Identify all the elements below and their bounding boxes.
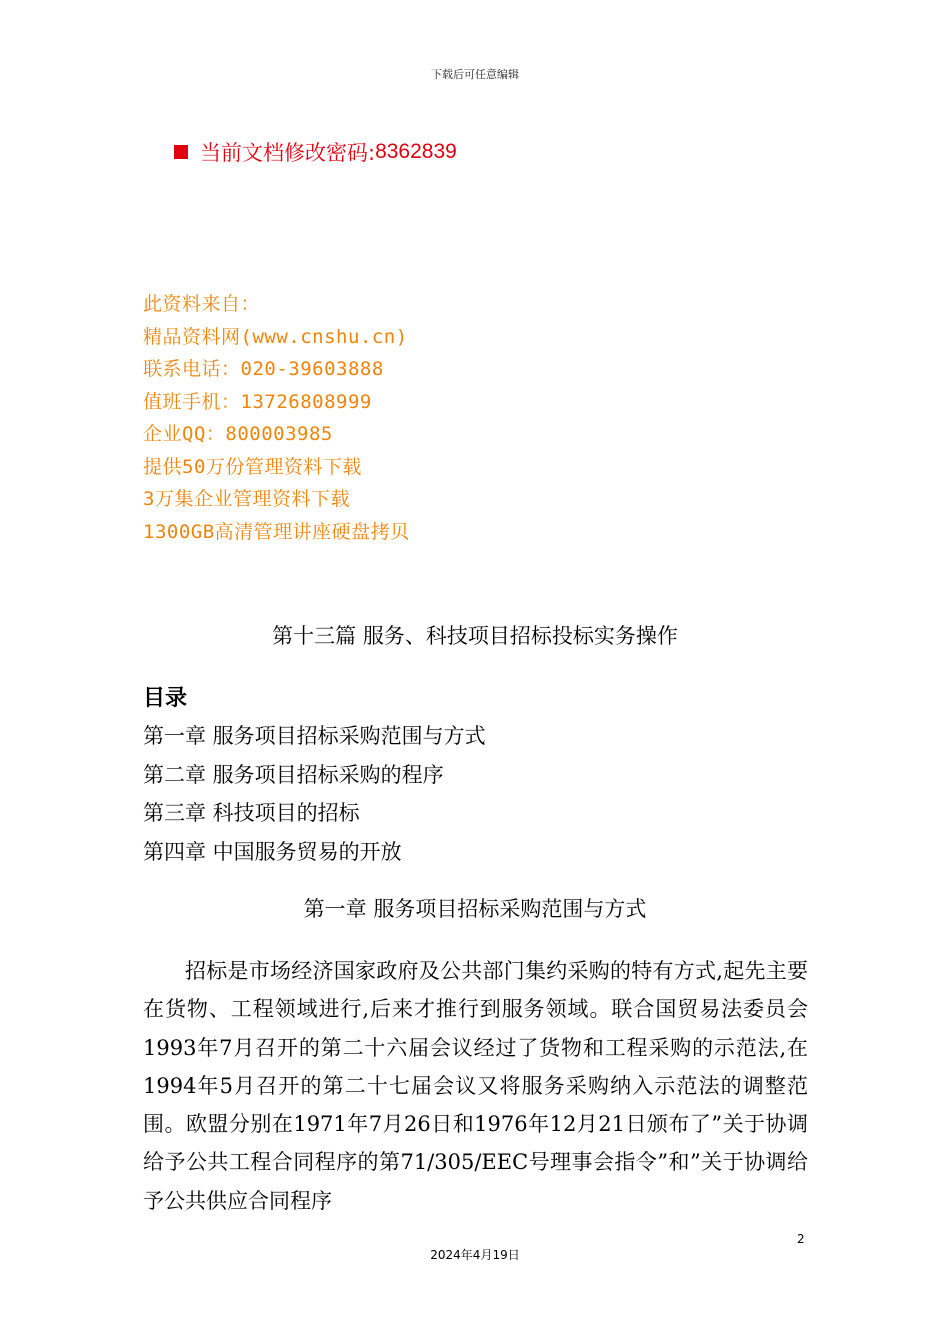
- body-paragraph: 招标是市场经济国家政府及公共部门集约采购的特有方式,起先主要在货物、工程领域进行,后来才推行到服务领域。联合国贸易法委员会1993年7月召开的第二十六届会议经过了货物和工程采购的示范法,在1994年5月召开的第二十七届会议又将服务采购纳入示范法的调整范围。欧盟分别在1971年7月26日和1976年12月21日颁布了”关于协调给予公共工程合同程序的第71/305/EEC号理事会指令”和”关于协调给予公共供应合同程序: [143, 959, 808, 1213]
- source-line: 此资料来自：: [143, 293, 261, 315]
- toc-item: 第一章 服务项目招标采购范围与方式: [143, 724, 486, 748]
- footer-date: 2024年4月19日: [430, 1248, 520, 1262]
- password-code: 8362839: [375, 140, 457, 163]
- toc-heading: 目录: [143, 686, 188, 711]
- source-line: 值班手机：13726808999: [143, 390, 372, 413]
- chapter-title: 第一章 服务项目招标采购范围与方式: [303, 897, 647, 921]
- source-info: [143, 288, 410, 548]
- page-number: 2: [797, 1232, 805, 1246]
- password-label: 当前文档修改密码:: [200, 141, 376, 165]
- source-line: 精品资料网(www.cnshu.cn): [143, 325, 408, 348]
- source-line: 1300GB高清管理讲座硬盘拷贝: [143, 520, 410, 543]
- table-of-contents: [143, 717, 486, 871]
- toc-item: 第四章 中国服务贸易的开放: [143, 839, 402, 864]
- toc-item: 第二章 服务项目招标采购的程序: [143, 762, 444, 787]
- source-line: 企业QQ：800003985: [143, 423, 333, 445]
- source-line: 3万集企业管理资料下载: [143, 488, 350, 510]
- source-line: 提供50万份管理资料下载: [143, 455, 362, 478]
- page-header: 下载后可任意编辑: [431, 68, 519, 81]
- document-title: 第十三篇 服务、科技项目招标投标实务操作: [272, 624, 678, 648]
- password-notice: [174, 137, 457, 167]
- red-square-icon: [174, 145, 188, 159]
- source-line: 联系电话：020-39603888: [143, 358, 384, 380]
- toc-item: 第三章 科技项目的招标: [143, 801, 360, 825]
